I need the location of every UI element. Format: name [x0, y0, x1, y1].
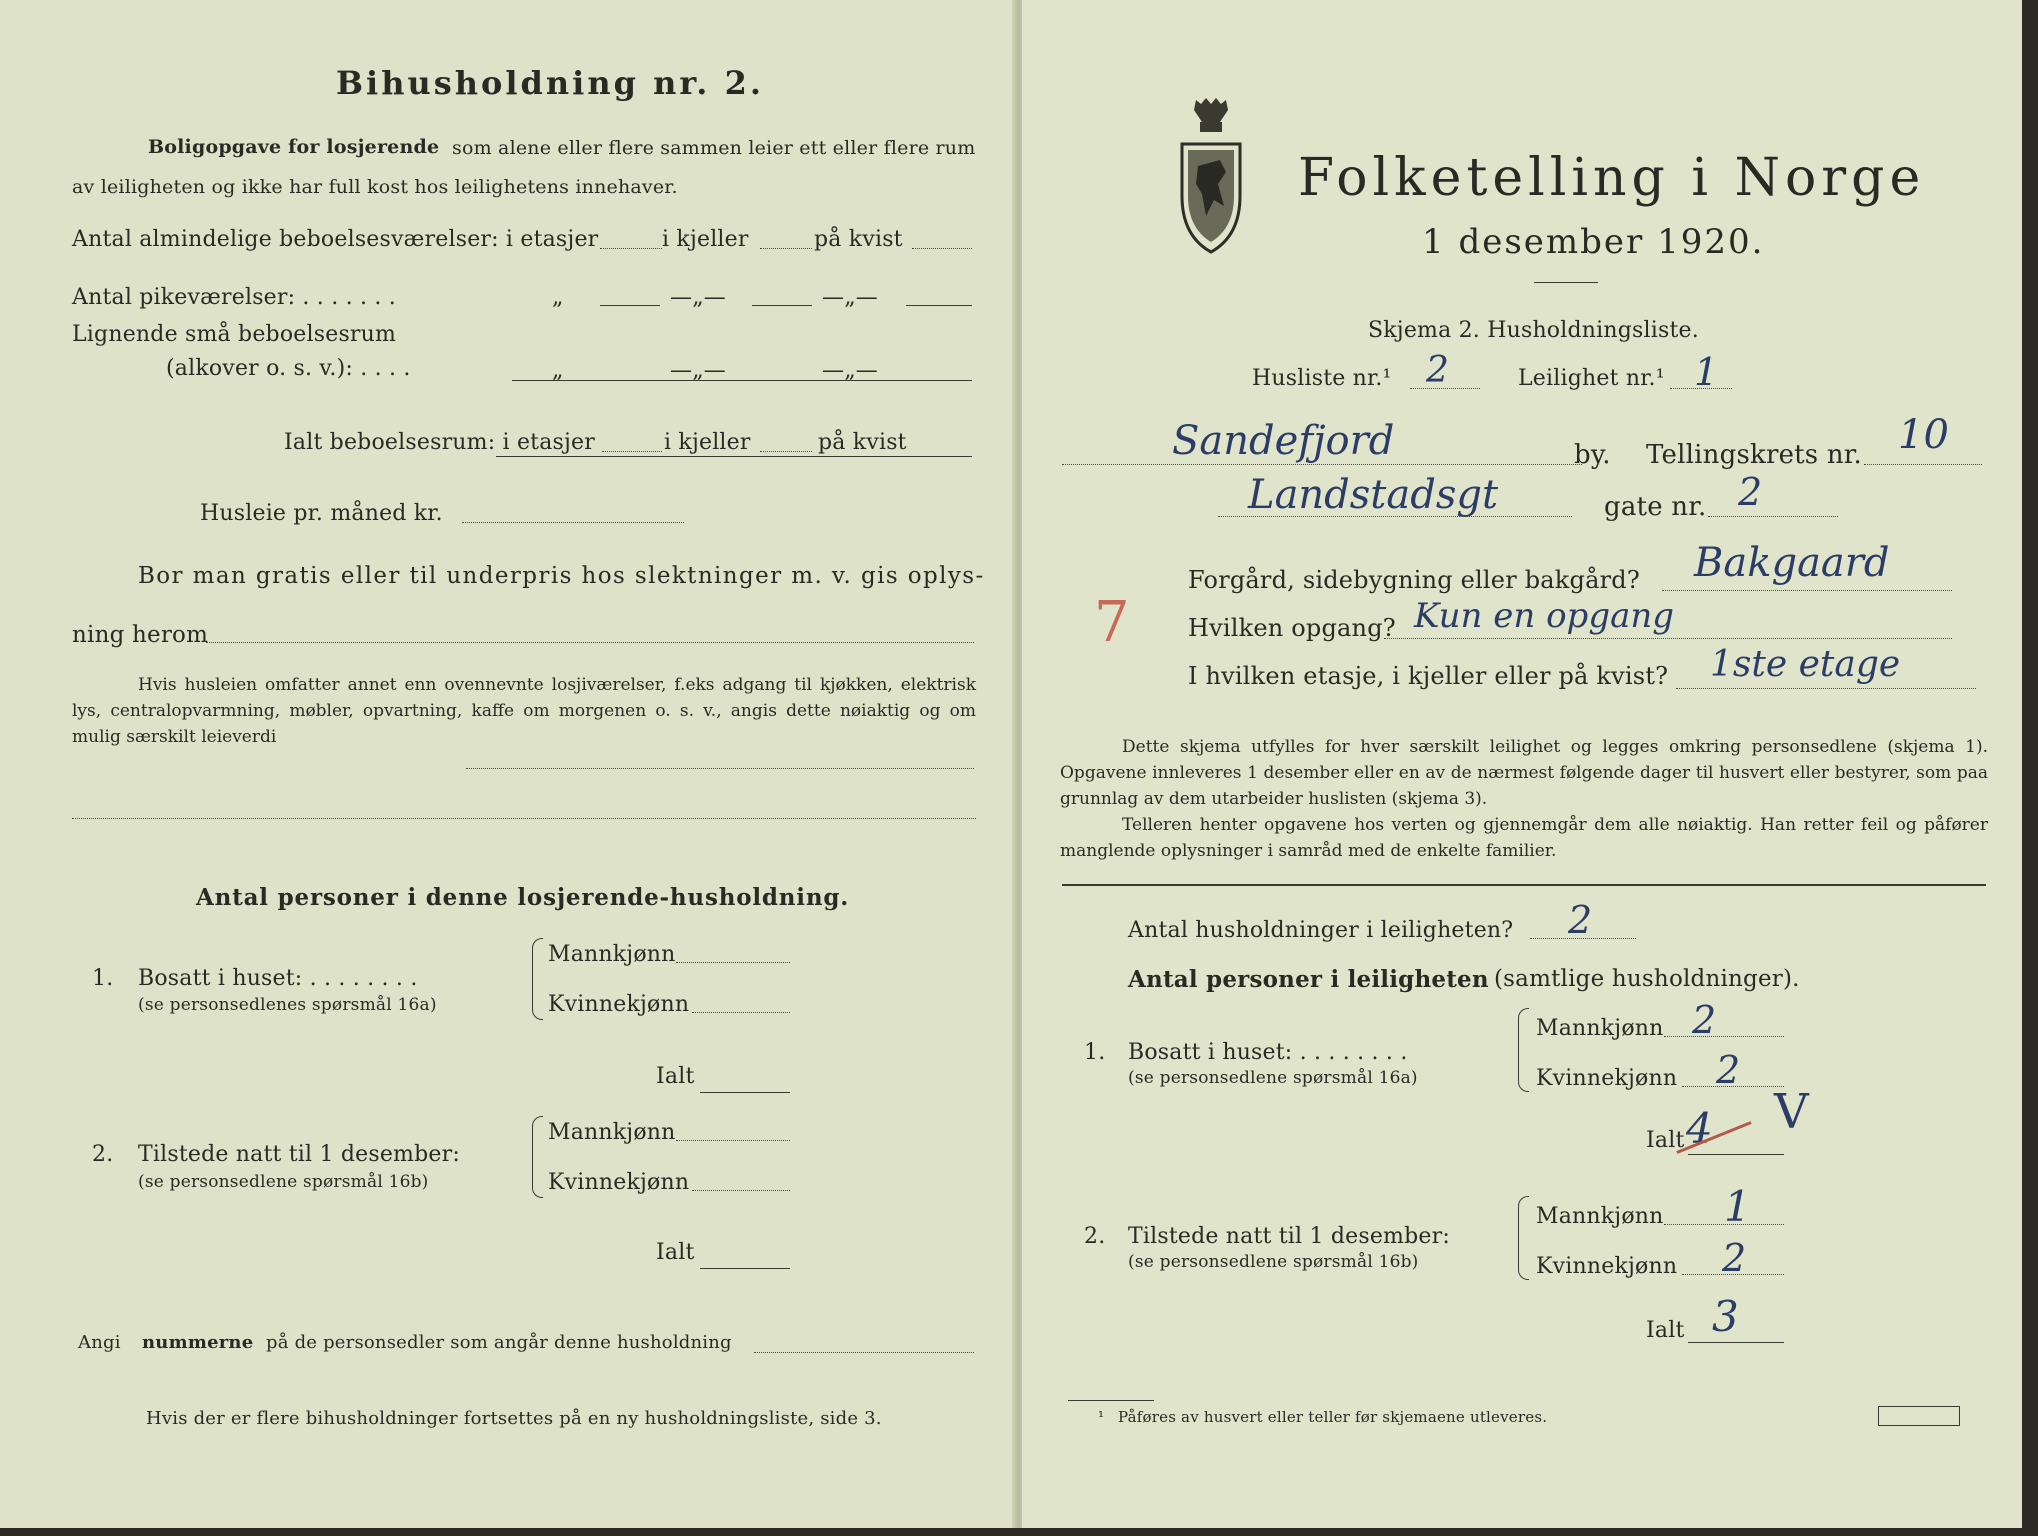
left-bosatt-mann: Mannkjønn [548, 942, 676, 967]
footnote-mark: ¹ [1098, 1408, 1105, 1426]
label-paa-kvist: på kvist [814, 227, 903, 252]
left-bosatt-num: 1. [92, 966, 114, 991]
row-lignende: Lignende små beboelsesrum [72, 322, 397, 347]
dash-mark: —„— [670, 285, 726, 310]
check-mark: V [1774, 1084, 1809, 1140]
instructions-paragraph: Dette skjema utfylles for hver særskilt leilighet og legges omkring personsedlene (skjema 1). Opgavene innleveres 1 desember eller en av de nærmest følgende dager til husvert eller bestyrer, som paa grunnlag av dem utarbeider huslisten (skjema 3). [1060, 737, 1988, 809]
printer-stamp [1878, 1406, 1960, 1426]
bor-man-line: Bor man gratis eller til underpris hos slektninger m. v. gis oplys- [138, 563, 985, 589]
quote-mark: „ [552, 285, 564, 310]
ning-herom: ning herom [72, 622, 209, 648]
left-tilstede-mann: Mannkjønn [548, 1120, 676, 1145]
right-tilstede-ialt-label: Ialt [1646, 1318, 1685, 1343]
left-bosatt-ialt: Ialt [656, 1064, 695, 1089]
right-tilstede-sub: (se personsedlene spørsmål 16b) [1128, 1252, 1419, 1272]
right-bosatt-kvinne-value: 2 [1716, 1048, 1741, 1092]
left-page-bihusholdning [0, 0, 1018, 1536]
row-almindelige: Antal almindelige beboelsesværelser: i etasjer [72, 227, 599, 252]
right-tilstede-mann-value: 1 [1724, 1182, 1751, 1231]
row-ialt-beboelsesrum: Ialt beboelsesrum: i etasjer [284, 430, 595, 455]
by-label: by. [1574, 440, 1611, 470]
row-husleie: Husleie pr. måned kr. [200, 501, 443, 526]
right-bosatt-label: Bosatt i huset: . . . . . . . . [1128, 1040, 1408, 1065]
scan-edge-bottom [0, 1528, 2038, 1536]
row-alkover: (alkover o. s. v.): . . . . [166, 356, 411, 381]
left-bosatt-kvinne: Kvinnekjønn [548, 992, 690, 1017]
right-tilstede-ialt-value: 3 [1712, 1292, 1739, 1341]
angi-pre: Angi [78, 1332, 121, 1353]
leilighet-value: 1 [1694, 350, 1719, 394]
opgang-value: Kun en opgang [1414, 596, 1675, 636]
right-tilstede-num: 2. [1084, 1224, 1106, 1249]
tellingskrets-value: 10 [1898, 412, 1949, 458]
dash-mark-3: —„— [670, 358, 726, 383]
husleie-note-paragraph: Hvis husleien omfatter annet enn ovennevnte losjiværelser, f.eks adgang til kjøkken, elektrisk lys, centralopvarmning, møbler, opvartning, kaffe om morgenen o. s. v., angis dette nøiaktig og om mulig særskilt leieverdi [72, 675, 976, 747]
forgaard-label: Forgård, sidebygning eller bakgård? [1188, 566, 1640, 594]
form-date: 1 desember 1920. [1422, 222, 1765, 262]
antal-husholdninger-value: 2 [1568, 898, 1593, 942]
etasje-value: 1ste etage [1710, 644, 1901, 685]
by-value: Sandefjord [1172, 418, 1395, 464]
right-bosatt-num: 1. [1084, 1040, 1106, 1065]
antal-husholdninger-label: Antal husholdninger i leiligheten? [1128, 918, 1514, 943]
left-tilstede-label: Tilstede natt til 1 desember: [138, 1142, 460, 1167]
left-footer: Hvis der er flere bihusholdninger fortsettes på en ny husholdningsliste, side 3. [146, 1408, 882, 1429]
right-bosatt-ialt-value: 4 [1686, 1104, 1713, 1153]
left-page-title: Bihusholdning nr. 2. [336, 64, 764, 102]
footnote-text: Påføres av husvert eller teller før skjemaene utleveres. [1118, 1408, 1548, 1426]
left-bosatt-label: Bosatt i huset: . . . . . . . . [138, 966, 418, 991]
left-tilstede-kvinne: Kvinnekjønn [548, 1170, 690, 1195]
gate-nr-value: 2 [1738, 470, 1763, 514]
label-paa-kvist-2: på kvist [818, 430, 907, 455]
forgaard-value: Bakgaard [1694, 540, 1890, 586]
left-tilstede-num: 2. [92, 1142, 114, 1167]
gate-nr-label: gate nr. [1604, 492, 1707, 522]
opgang-label: Hvilken opgang? [1188, 614, 1396, 642]
label-i-kjeller: i kjeller [662, 227, 749, 252]
dash-mark-4: —„— [822, 358, 878, 383]
left-bosatt-sub: (se personsedlenes spørsmål 16a) [138, 995, 437, 1015]
left-tilstede-ialt: Ialt [656, 1240, 695, 1265]
right-bosatt-sub: (se personsedlene spørsmål 16a) [1128, 1068, 1418, 1088]
angi-post: på de personsedler som angår denne husholdning [266, 1332, 732, 1353]
right-bosatt-mann-label: Mannkjønn [1536, 1016, 1664, 1041]
intro-line2: av leiligheten og ikke har full kost hos leilighetens innehaver. [72, 176, 678, 198]
right-bosatt-mann-value: 2 [1692, 998, 1717, 1042]
antal-personer-heading: Antal personer i denne losjerende-husholdning. [196, 884, 850, 911]
skjema-label: Skjema 2. Husholdningsliste. [1368, 318, 1699, 343]
husliste-value: 2 [1426, 350, 1449, 391]
gate-value: Landstadsgt [1248, 472, 1499, 518]
instructions-paragraph-2: Telleren henter opgavene hos verten og gjennemgår dem alle nøiaktig. Han retter feil og påfører manglende oplysninger i samråd med de enkelte familier. [1060, 815, 1988, 861]
tellingskrets-label: Tellingskrets nr. [1646, 440, 1862, 470]
norwegian-coat-of-arms-icon [1176, 96, 1246, 256]
form-title: Folketelling i Norge [1298, 148, 1926, 208]
right-bosatt-ialt-label: Ialt [1646, 1128, 1685, 1153]
antal-personer-leiligheten: Antal personer i leiligheten [1128, 966, 1489, 993]
leilighet-label: Leilighet nr.¹ [1518, 366, 1665, 391]
label-i-kjeller-2: i kjeller [664, 430, 751, 455]
right-tilstede-label: Tilstede natt til 1 desember: [1128, 1224, 1450, 1249]
intro-rest: som alene eller flere sammen leier ett eller flere rum [452, 137, 976, 159]
dash-mark-2: —„— [822, 285, 878, 310]
right-tilstede-mann-label: Mannkjønn [1536, 1204, 1664, 1229]
etasje-label: I hvilken etasje, i kjeller eller på kvist? [1188, 662, 1669, 690]
right-tilstede-kvinne-label: Kvinnekjønn [1536, 1254, 1678, 1279]
intro-bold: Boligopgave for losjerende [148, 136, 440, 158]
antal-personer-rest: (samtlige husholdninger). [1494, 966, 1800, 992]
red-tally-mark: 7 [1094, 590, 1130, 655]
right-page-husholdningsliste [1022, 0, 2022, 1536]
quote-mark-2: „ [552, 358, 564, 383]
angi-bold: nummerne [142, 1332, 254, 1353]
left-tilstede-sub: (se personsedlene spørsmål 16b) [138, 1172, 429, 1192]
row-pikevaerelser: Antal pikeværelser: . . . . . . . [72, 285, 396, 310]
scan-edge-right [2022, 0, 2038, 1536]
right-bosatt-kvinne-label: Kvinnekjønn [1536, 1066, 1678, 1091]
right-tilstede-kvinne-value: 2 [1722, 1236, 1747, 1280]
husliste-label: Husliste nr.¹ [1252, 366, 1392, 391]
